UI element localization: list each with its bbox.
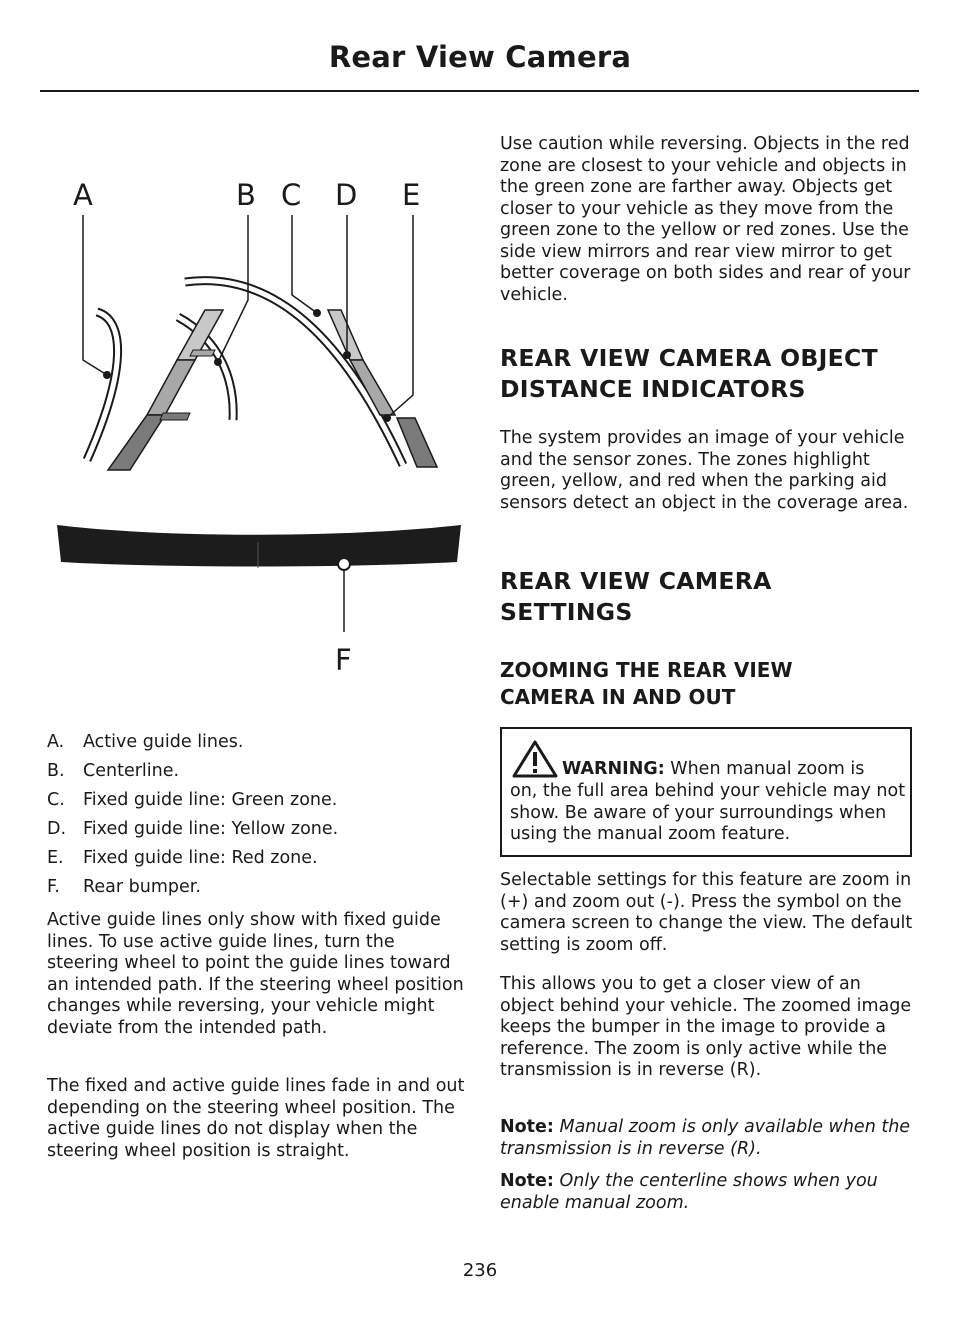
heading-line: REAR VIEW CAMERA OBJECT <box>500 344 878 372</box>
note-label: Note: <box>500 1117 554 1137</box>
legend-item-b <box>47 757 467 786</box>
page-header-title: Rear View Camera <box>328 40 632 74</box>
legend-text: Rear bumper. <box>83 877 201 897</box>
figure-letter-f: F <box>335 643 352 677</box>
left-red-zone-segment <box>108 415 165 470</box>
legend-item-c <box>47 786 467 815</box>
heading-line: CAMERA IN AND OUT <box>500 685 736 709</box>
closer-view-paragraph: This allows you to get a closer view of an object behind your vehicle. The zoomed image keeps the bumper in the image to provide a reference. The zoom is only active while the transmission is in reverse (R). <box>500 974 912 1080</box>
leader-line-e <box>387 215 413 418</box>
leader-dot-d <box>343 351 351 359</box>
heading-line: DISTANCE INDICATORS <box>500 375 806 403</box>
active-guide-lines-paragraph: Active guide lines only show with fixed guide lines. To use active guide lines, turn the steering wheel to point the guide lines toward an intended path. If the steering wheel position changes while reversing, your vehicle might deviate from the intended path. <box>47 910 464 1038</box>
legend-item-d <box>47 815 467 844</box>
leader-dot-f <box>338 558 350 570</box>
warning-label: WARNING: <box>562 759 665 779</box>
note-text: Only the centerline shows when you enable manual zoom. <box>500 1171 878 1213</box>
legend-item-e <box>47 844 467 873</box>
warning-line1: When manual zoom is <box>670 759 865 779</box>
legend-key: D. <box>47 819 67 839</box>
heading-line: REAR VIEW CAMERA <box>500 567 772 595</box>
distance-indicators-heading <box>500 343 920 405</box>
selectable-settings-paragraph: Selectable settings for this feature are zoom in (+) and zoom out (-). Press the symbol on the camera screen to change the view. The default setting is zoom off. <box>500 870 913 955</box>
header-divider <box>40 90 919 92</box>
fade-paragraph: The fixed and active guide lines fade in and out depending on the steering wheel position. The active guide lines do not display when the steering wheel position is straight. <box>47 1076 465 1161</box>
leader-dot-c <box>313 309 321 317</box>
note-manual-zoom <box>500 1117 920 1160</box>
note-label: Note: <box>500 1171 554 1191</box>
sensor-zones-paragraph: The system provides an image of your vehicle and the sensor zones. The zones highlight green, yellow, and red when the parking aid sensors detect an object in the coverage area. <box>500 428 909 513</box>
legend-key: A. <box>47 732 65 752</box>
caution-paragraph: Use caution while reversing. Objects in the red zone are closest to your vehicle and objects in the green zone are farther away. Objects get closer to your vehicle as they move from the green zone to the yellow or red zones. Use the side view mirrors and rear view mirror to get better coverage on both sides and rear of your vehicle. <box>500 134 911 305</box>
warning-body: on, the full area behind your vehicle may not show. Be aware of your surroundings when using the manual zoom feature. <box>510 781 906 844</box>
leader-dot-b <box>214 358 222 366</box>
legend-key: F. <box>47 877 60 897</box>
figure-legend <box>47 728 467 902</box>
left-yellow-zone-segment <box>147 360 195 415</box>
legend-text: Fixed guide line: Red zone. <box>83 848 318 868</box>
legend-text: Centerline. <box>83 761 180 781</box>
left-tick-1 <box>190 350 215 356</box>
legend-text: Fixed guide line: Yellow zone. <box>83 819 339 839</box>
legend-key: E. <box>47 848 64 868</box>
warning-triangle-icon <box>512 739 558 779</box>
note-centerline <box>500 1171 920 1214</box>
figure-letter-b: B <box>236 178 256 212</box>
figure-letter-c: C <box>281 178 302 212</box>
heading-line: SETTINGS <box>500 598 633 626</box>
page-number: 236 <box>462 1260 498 1281</box>
heading-line: ZOOMING THE REAR VIEW <box>500 658 793 682</box>
legend-key: C. <box>47 790 65 810</box>
figure-letter-e: E <box>402 178 421 212</box>
legend-text: Active guide lines. <box>83 732 244 752</box>
legend-item-a <box>47 728 467 757</box>
leader-line-a <box>83 215 107 375</box>
leader-dot-e <box>383 414 391 422</box>
camera-guide-lines-figure <box>45 170 470 680</box>
legend-item-f <box>47 873 467 902</box>
left-tick-2 <box>160 413 190 420</box>
note-text: Manual zoom is only available when the transmission is in reverse (R). <box>500 1117 911 1159</box>
legend-key: B. <box>47 761 65 781</box>
rear-bumper-shape <box>57 525 461 567</box>
leader-line-c <box>292 215 317 313</box>
warning-box <box>500 727 912 857</box>
legend-text: Fixed guide line: Green zone. <box>83 790 338 810</box>
guide-lines-diagram <box>45 170 470 680</box>
leader-dot-a <box>103 371 111 379</box>
warning-first-line <box>562 759 907 781</box>
figure-letter-a: A <box>73 178 93 212</box>
figure-letter-d: D <box>335 178 358 212</box>
camera-settings-heading <box>500 566 920 628</box>
zooming-heading <box>500 657 920 711</box>
